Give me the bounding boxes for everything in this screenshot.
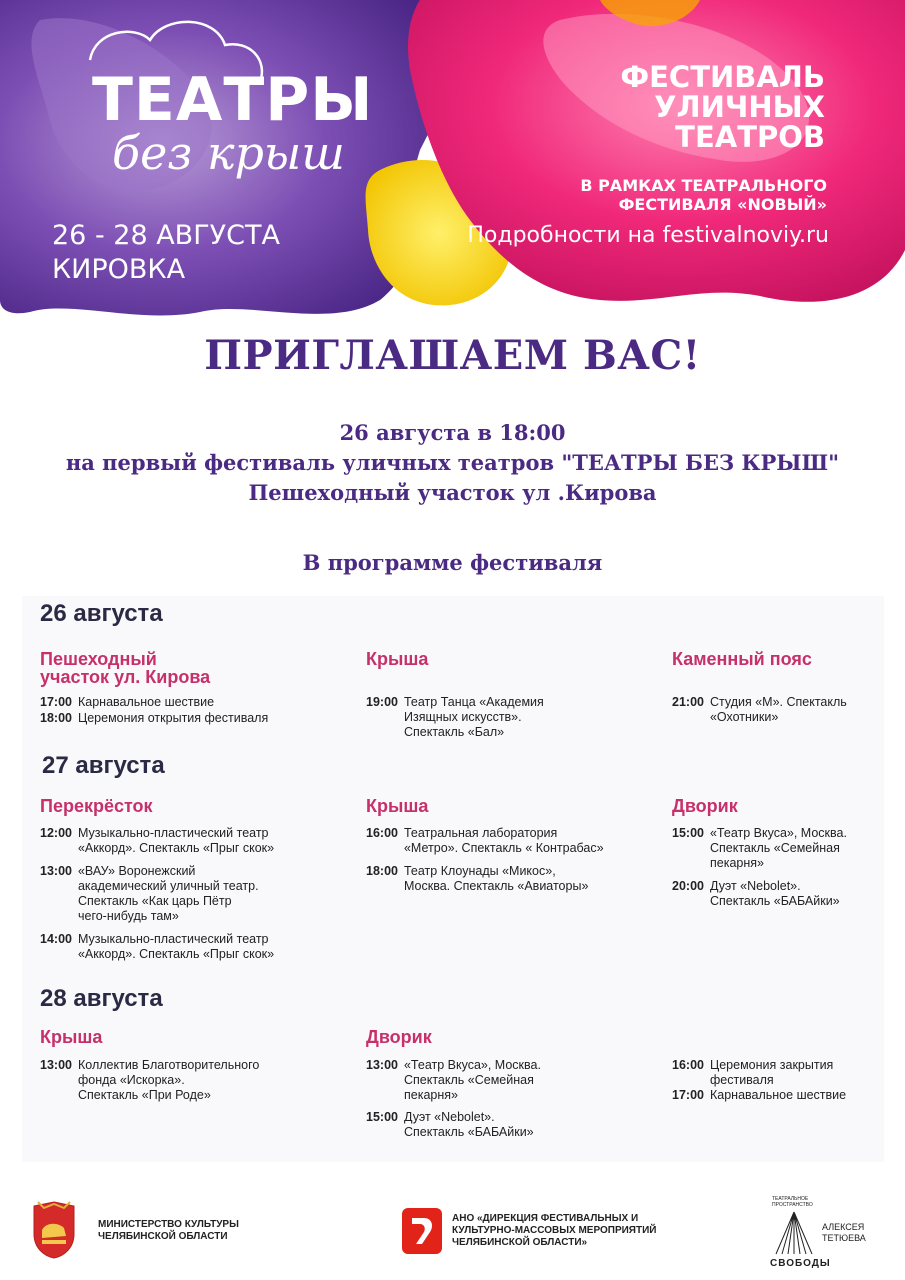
event-item: 15:00 «Театр Вкуса», Москва. Спектакль «Семейная пекарня»	[672, 826, 847, 870]
website-prefix: Подробности на	[467, 223, 656, 248]
event-item: 20:00 Дуэт «Nebolet». Спектакль «БАБАйки»	[672, 879, 840, 908]
event-item: 18:00 Театр Клоунады «Микос», Москва. Спектакль «Авиаторы»	[366, 864, 589, 893]
invite-location: Пешеходный участок ул .Кирова	[248, 480, 657, 505]
festival-city: КИРОВКА	[52, 254, 186, 285]
space-top-label: ТЕАТРАЛЬНОЕ ПРОСТРАНСТВО	[772, 1196, 813, 1208]
logo-title: ТЕАТРЫ	[92, 65, 374, 135]
day-title-26: 26 августа	[40, 600, 163, 627]
venue-title: Дворик	[672, 796, 738, 816]
venue-title: Крыша	[40, 1027, 103, 1047]
event-item: 18:00 Церемония открытия фестиваля	[40, 711, 269, 725]
festival-title: ФЕСТИВАЛЬ УЛИЧНЫХ ТЕАТРОВ	[620, 60, 825, 154]
event-item: 17:00 Карнавальное шествие	[672, 1088, 847, 1102]
event-item: 17:00 Карнавальное шествие	[40, 695, 215, 709]
event-item: 21:00 Студия «М». Спектакль «Охотники»	[672, 695, 847, 724]
space-name: АЛЕКСЕЯ ТЕТЮЕВА	[822, 1222, 866, 1243]
event-item: 15:00 Дуэт «Nebolet». Спектакль «БАБАйки»	[366, 1110, 534, 1139]
festival-dates: 26 - 28 АВГУСТА	[52, 220, 280, 251]
invite-heading: ПРИГЛАШАЕМ ВАС!	[204, 332, 701, 379]
invite-details	[0, 418, 905, 508]
program-title: В программе фестиваля	[302, 550, 603, 575]
venue-title: Каменный пояс	[672, 649, 812, 669]
ministry-name: МИНИСТЕРСТВО КУЛЬТУРЫ ЧЕЛЯБИНСКОЙ ОБЛАСТИ	[98, 1219, 239, 1242]
chelyabinsk-coat-of-arms-icon	[28, 1200, 80, 1260]
event-item: 13:00 «Театр Вкуса», Москва. Спектакль «Семейная пекарня»	[366, 1058, 541, 1102]
event-item: 16:00 Церемония закрытия фестиваля	[672, 1058, 834, 1087]
day-title-27: 27 августа	[42, 752, 165, 779]
event-item: 19:00 Театр Танца «Академия Изящных искусств». Спектакль «Бал»	[366, 695, 544, 739]
venue-title: Пешеходный участок ул. Кирова	[40, 649, 211, 687]
festival-website-line	[409, 224, 829, 248]
event-item: 14:00 Музыкально-пластический театр «Аккорд». Спектакль «Прыг скок»	[40, 932, 275, 961]
directorate-name: АНО «ДИРЕКЦИЯ ФЕСТИВАЛЬНЫХ И КУЛЬТУРНО-МАССОВЫХ МЕРОПРИЯТИЙ ЧЕЛЯБИНСКОЙ ОБЛАСТИ»	[452, 1213, 657, 1248]
invite-date: 26 августа в 18:00	[339, 420, 566, 445]
festival-banner	[0, 0, 905, 320]
event-item: 16:00 Театральная лаборатория «Метро». Спектакль « Контрабас»	[366, 826, 604, 855]
space-word: СВОБОДЫ	[770, 1258, 831, 1269]
theatre-space-logo-icon	[772, 1210, 816, 1256]
day-title-28: 28 августа	[40, 985, 163, 1012]
event-item: 13:00 «ВАУ» Воронежский академический уличный театр. Спектакль «Как царь Пётр чего-нибудь там»	[40, 864, 259, 923]
directorate-logo-icon	[402, 1208, 442, 1254]
venue-title: Перекрёсток	[40, 796, 153, 816]
website-link[interactable]: festivalnoviy.ru	[662, 223, 829, 248]
venue-title: Крыша	[366, 796, 429, 816]
festival-subtitle: В РАМКАХ ТЕАТРАЛЬНОГО ФЕСТИВАЛЯ «NОВЫЙ»	[580, 176, 827, 214]
invite-description: на первый фестиваль уличных театров "ТЕАТРЫ БЕЗ КРЫШ"	[65, 450, 840, 475]
logo-script: без крыш	[112, 126, 345, 180]
venue-title: Дворик	[366, 1027, 432, 1047]
venue-title: Крыша	[366, 649, 429, 669]
event-item: 13:00 Коллектив Благотворительного фонда «Искорка». Спектакль «При Роде»	[40, 1058, 260, 1102]
event-item: 12:00 Музыкально-пластический театр «Аккорд». Спектакль «Прыг скок»	[40, 826, 275, 855]
